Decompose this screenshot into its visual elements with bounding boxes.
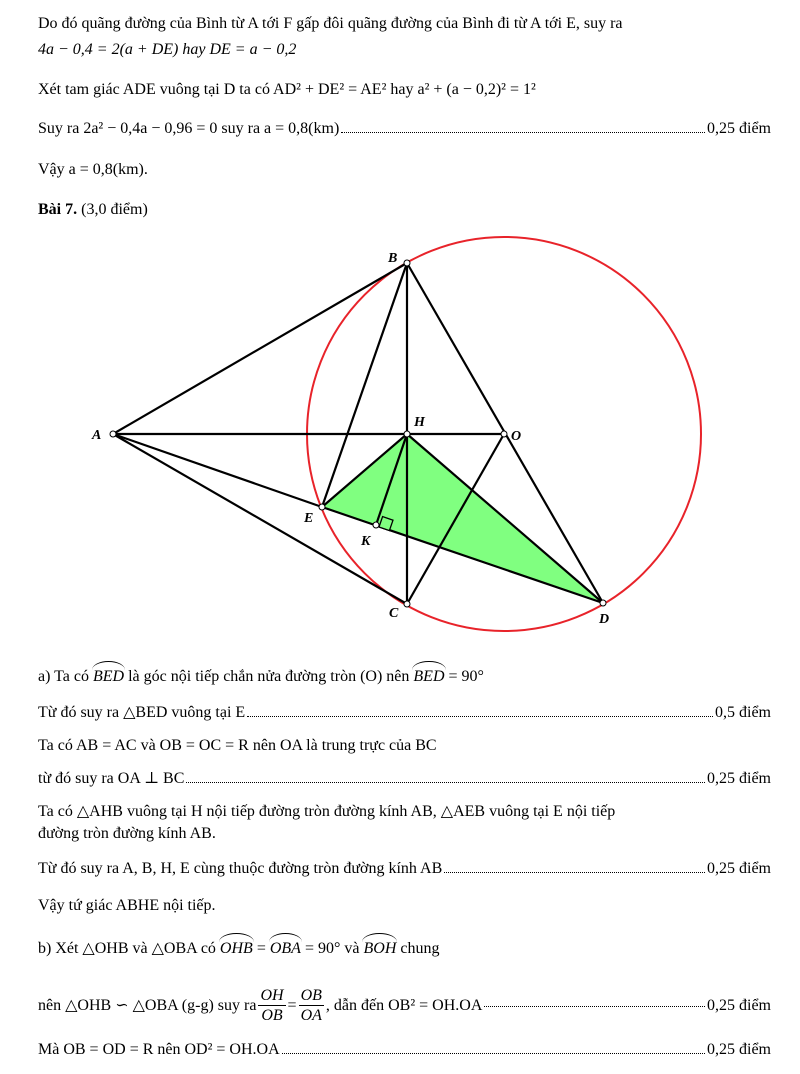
point-h	[404, 431, 410, 437]
part-a-line-7: Từ đó suy ra A, B, H, E cùng thuộc đường tròn đường kính AB	[38, 860, 443, 877]
point-c	[404, 601, 410, 607]
equals-sign: =	[287, 996, 297, 1014]
points-label: 0,25 điểm	[707, 996, 771, 1014]
fraction-denominator: OA	[300, 1007, 322, 1024]
answer-row-d	[38, 859, 771, 879]
dot-leader	[282, 1052, 705, 1054]
part-b-line-3: Mà OB = OD = R nên OD² = OH.OA	[38, 1041, 280, 1058]
point-o	[501, 431, 507, 437]
points-label: 0,25 điểm	[707, 120, 771, 137]
angle-ohb: OHB	[220, 936, 253, 959]
points-label: 0,25 điểm	[707, 1041, 771, 1058]
fraction-denominator: OB	[261, 1007, 283, 1024]
label-e: E	[304, 511, 314, 526]
exercise-label: Bài 7.	[38, 201, 78, 218]
exercise-points: (3,0 điểm)	[81, 201, 148, 218]
label-d: D	[599, 612, 610, 627]
part-b-middle: = 90° và	[304, 940, 360, 957]
fraction-numerator: OB	[300, 987, 322, 1004]
part-a-line-1	[38, 664, 484, 687]
point-a	[110, 431, 116, 437]
part-a-middle: là góc nội tiếp chắn nửa đường tròn (O) nên	[128, 668, 410, 685]
label-h: H	[414, 415, 425, 430]
part-b-conclusion: , dẫn đến OB² = OH.OA	[325, 996, 483, 1014]
part-a-line-6: đường tròn đường kính AB.	[38, 825, 216, 842]
text-line-2: 4a − 0,4 = 2(a + DE) hay DE = a − 0,2	[38, 41, 297, 58]
angle-oba: OBA	[270, 936, 301, 959]
point-e	[319, 504, 325, 510]
label-o: O	[511, 429, 522, 444]
fraction-oh-ob	[258, 986, 285, 1025]
fraction-numerator: OH	[260, 987, 284, 1004]
answer-row-f	[38, 1040, 771, 1060]
text-line-5: Vậy a = 0,8(km).	[38, 161, 148, 178]
points-label: 0,25 điểm	[707, 770, 771, 787]
angle-bed-2: BED	[413, 664, 444, 687]
triangle-ehd-fill	[322, 434, 603, 603]
text-line-3: Xét tam giác ADE vuông tại D ta có AD² + DE² = AE² hay a² + (a − 0,2)² = 1²	[38, 81, 536, 98]
fraction-ob-oa	[299, 986, 324, 1025]
part-b-intro: b) Xét △OHB và △OBA có	[38, 940, 216, 957]
part-b-line-1	[38, 936, 439, 959]
part-a-intro: a) Ta có	[38, 668, 89, 685]
part-a-line-8: Vậy tứ giác ABHE nội tiếp.	[38, 897, 216, 914]
part-a-line-3: Ta có AB = AC và OB = OC = R nên OA là trung trực của BC	[38, 737, 437, 754]
text-line-1: Do đó quãng đường của Bình từ A tới F gấp đôi quãng đường của Bình đi từ A tới E, suy ra	[38, 15, 623, 32]
points-label: 0,25 điểm	[707, 860, 771, 877]
dot-leader	[186, 781, 705, 783]
segment-ab	[113, 263, 407, 434]
answer-row-b	[38, 703, 771, 723]
part-a-value: = 90°	[448, 668, 484, 685]
angle-bed: BED	[93, 664, 124, 687]
label-k: K	[361, 534, 371, 549]
label-a: A	[92, 428, 102, 443]
part-a-line-4: từ đó suy ra OA ⊥ BC	[38, 770, 185, 787]
part-b-line-2: nên △OHB ∽ △OBA (g-g) suy ra	[38, 996, 257, 1014]
point-d	[600, 600, 606, 606]
answer-row-e	[38, 986, 771, 1025]
dot-leader	[247, 715, 713, 717]
part-b-common: chung	[400, 940, 440, 957]
part-a-line-5: Ta có △AHB vuông tại H nội tiếp đường tròn đường kính AB, △AEB vuông tại E nội tiếp	[38, 803, 616, 820]
angle-boh: BOH	[363, 936, 396, 959]
answer-row-c	[38, 769, 771, 789]
dot-leader	[484, 1005, 705, 1007]
label-b: B	[388, 251, 398, 266]
equals-sign: =	[256, 940, 266, 957]
label-c: C	[389, 606, 399, 621]
point-b	[404, 260, 410, 266]
point-k	[373, 522, 379, 528]
dot-leader	[444, 871, 705, 873]
text-line-4: Suy ra 2a² − 0,4a − 0,96 = 0 suy ra a = 0,8(km)	[38, 120, 340, 137]
segment-ae	[113, 434, 322, 507]
part-a-line-2: Từ đó suy ra △BED vuông tại E	[38, 704, 246, 721]
points-label: 0,5 điểm	[715, 704, 771, 721]
